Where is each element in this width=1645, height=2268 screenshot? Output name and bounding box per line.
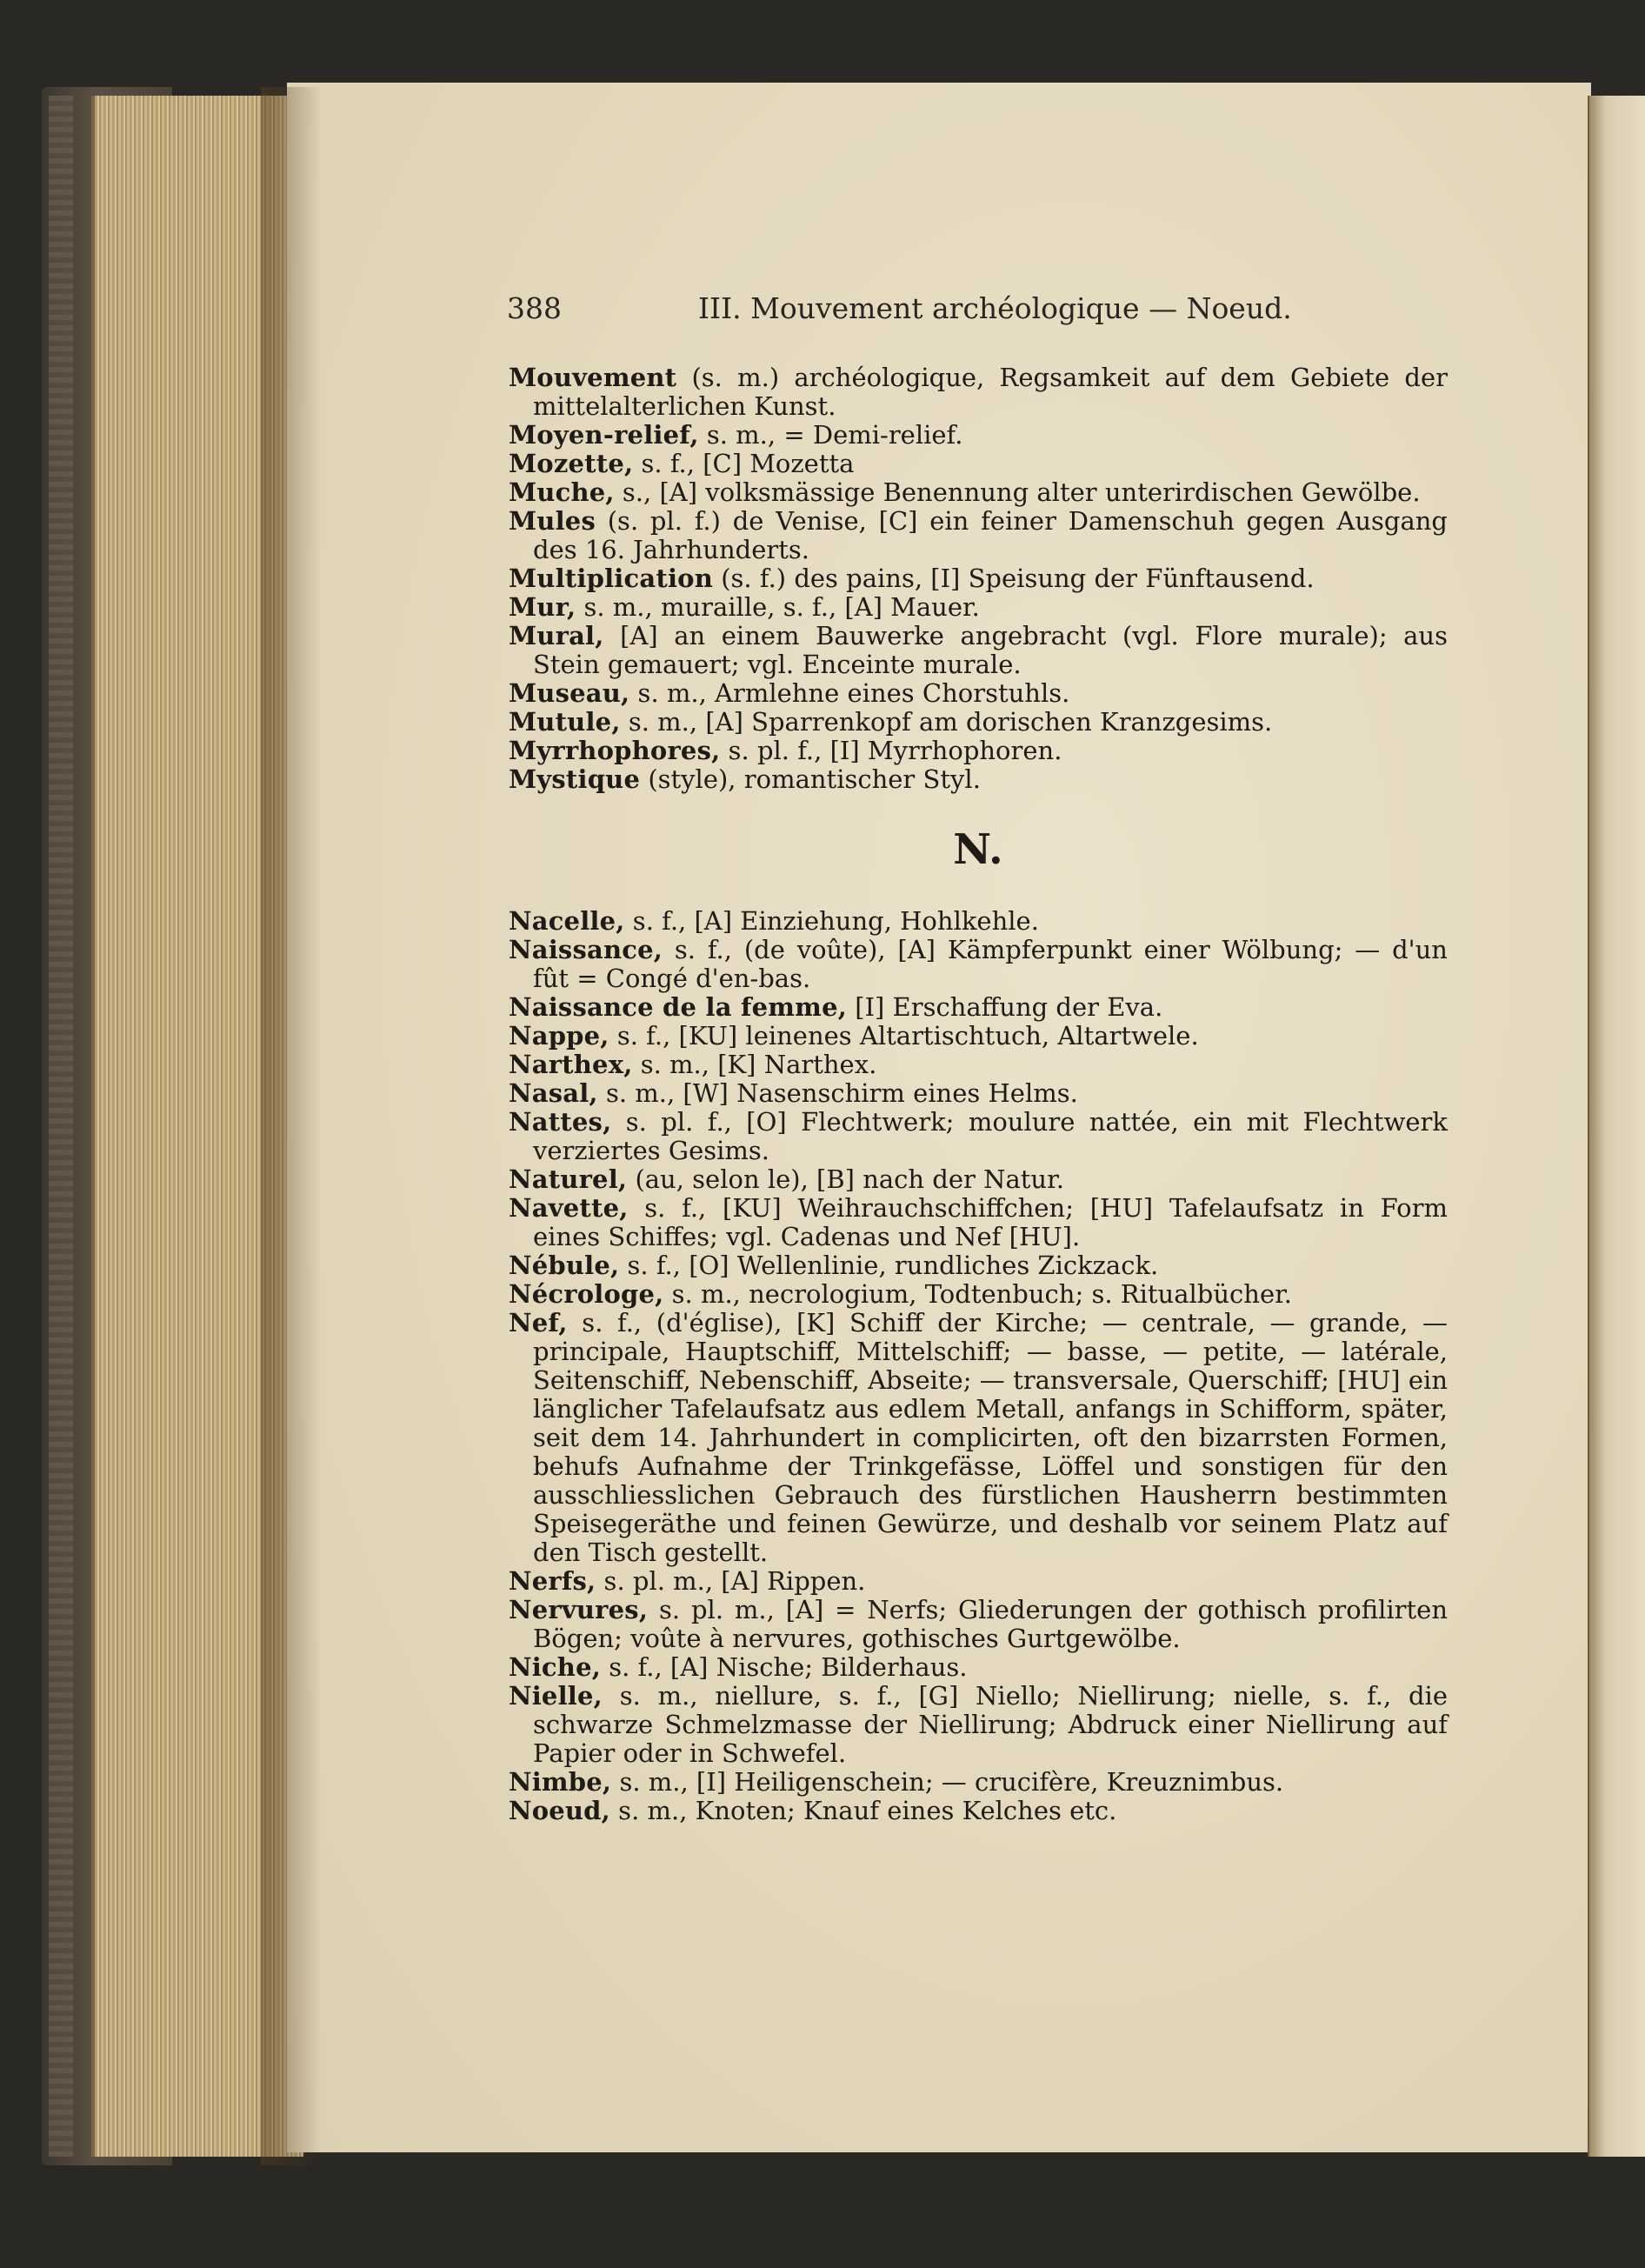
dictionary-entry	[509, 1194, 1448, 1251]
entries-n	[509, 907, 1448, 1825]
entry-definition: [I] Erschaffung der Eva.	[847, 992, 1163, 1022]
page-number: 388	[507, 291, 562, 325]
entry-definition: s. f., [A] Nische; Bilderhaus.	[601, 1652, 968, 1682]
dictionary-entry	[509, 1280, 1448, 1309]
dictionary-entry	[509, 765, 1448, 794]
entry-headword: Nef,	[509, 1308, 568, 1337]
entry-definition: s., [A] volksmässige Benennung alter unterirdischen Gewölbe.	[614, 477, 1421, 507]
entry-definition: s. f., [C] Mozetta	[633, 449, 855, 478]
entry-headword: Nécrologe,	[509, 1279, 664, 1309]
entry-headword: Nervures,	[509, 1595, 649, 1624]
entries-m	[509, 364, 1448, 794]
entry-headword: Naturel,	[509, 1164, 628, 1194]
book-spine-edge	[49, 96, 73, 2157]
dictionary-entry	[509, 1165, 1448, 1194]
entry-headword: Nacelle,	[509, 906, 625, 936]
entry-headword: Niche,	[509, 1652, 602, 1682]
entry-definition: s. f., [KU] Weihrauchschiffchen; [HU] Tafelaufsatz in Form eines Schiffes; vgl. Cadenas und Nef [HU].	[533, 1193, 1448, 1251]
entry-headword: Nattes,	[509, 1107, 612, 1137]
entry-definition: s. f., (de voûte), [A] Kämpferpunkt einer Wölbung; — d'un fût = Congé d'en-bas.	[533, 935, 1448, 993]
entry-definition: s. m., muraille, s. f., [A] Mauer.	[576, 592, 980, 622]
dictionary-entry	[509, 708, 1448, 737]
dictionary-entry	[509, 1567, 1448, 1596]
dictionary-entry	[509, 1079, 1448, 1108]
dictionary-entry	[509, 1251, 1448, 1280]
entry-definition: s. m., Armlehne eines Chorstuhls.	[629, 678, 1070, 708]
entry-definition: (s. m.) archéologique, Regsamkeit auf dem Gebiete der mittelalterlichen Kunst.	[533, 363, 1448, 421]
entry-definition: s. m., [W] Nasenschirm eines Helms.	[597, 1078, 1078, 1108]
entry-definition: s. pl. f., [O] Flechtwerk; moulure nattée, ein mit Flechtwerk verziertes Gesims.	[533, 1107, 1448, 1165]
dictionary-entry	[509, 564, 1448, 593]
entry-definition: s. m., Knoten; Knauf eines Kelches etc.	[609, 1796, 1117, 1825]
entry-definition: s. m., = Demi-relief.	[698, 420, 963, 450]
entry-definition: [A] an einem Bauwerke angebracht (vgl. Flore murale); aus Stein gemauert; vgl. Enceinte murale.	[533, 621, 1448, 679]
dictionary-entry	[509, 1108, 1448, 1165]
dictionary-entry	[509, 593, 1448, 622]
running-head	[507, 291, 1376, 326]
entry-definition: s. f., (d'église), [K] Schiff der Kirche; — centrale, — grande, — principale, Hauptschiff, Mittelschiff; — basse, — petite, — latérale, Seitenschiff, Nebenschiff, Abseite; — transversale, Querschiff; [HU] ein länglicher Tafelaufsatz aus edlem Metall, anfangs in Schifform, später, seit dem 14. Jahrhundert in complicirten, oft den bizarrsten Formen, behufs Aufnahme der Trinkgefässe, Löffel und sonstigen für den ausschliesslichen Gebrauch des fürstlichen Hausherrn bestimmten Speisegeräthe und feinen Gewürze, und deshalb vor seinem Platz auf den Tisch gestellt.	[533, 1308, 1448, 1567]
entry-headword: Naissance,	[509, 935, 663, 964]
entry-headword: Mystique	[509, 764, 641, 794]
entry-headword: Navette,	[509, 1193, 629, 1223]
entry-definition: s. m., necrologium, Todtenbuch; s. Ritualbücher.	[663, 1279, 1293, 1309]
entry-headword: Mozette,	[509, 449, 634, 478]
entry-headword: Mules	[509, 506, 596, 536]
dictionary-entry	[509, 450, 1448, 478]
dictionary-entry	[509, 1309, 1448, 1567]
entry-definition: s. pl. f., [I] Myrrhophoren.	[720, 736, 1062, 765]
dictionary-entry	[509, 1051, 1448, 1079]
facing-page-edge	[1589, 96, 1645, 2157]
dictionary-entry	[509, 993, 1448, 1022]
entry-definition: s. m., niellure, s. f., [G] Niello; Niellirung; nielle, s. f., die schwarze Schmelzmasse der Niellirung; Abdruck einer Niellirung auf Papier oder in Schwefel.	[533, 1681, 1448, 1768]
dictionary-entry	[509, 1797, 1448, 1825]
entry-headword: Narthex,	[509, 1050, 633, 1079]
entry-definition: s. m., [I] Heiligenschein; — crucifère, Kreuznimbus.	[611, 1767, 1284, 1797]
dictionary-entry	[509, 1596, 1448, 1653]
entry-definition: s. f., [KU] leinenes Altartischtuch, Altartwele.	[609, 1021, 1199, 1051]
entry-headword: Mural,	[509, 621, 604, 650]
section-letter: N.	[953, 825, 1003, 874]
entry-headword: Nerfs,	[509, 1566, 596, 1596]
dictionary-body	[509, 364, 1448, 1825]
entry-headword: Museau,	[509, 678, 630, 708]
dictionary-entry	[509, 364, 1448, 421]
entry-definition: s. pl. m., [A] Rippen.	[596, 1566, 866, 1596]
entry-headword: Myrrhophores,	[509, 736, 721, 765]
dictionary-entry	[509, 622, 1448, 679]
entry-definition: (s. f.) des pains, [I] Speisung der Fünftausend.	[713, 564, 1315, 593]
entry-headword: Naissance de la femme,	[509, 992, 848, 1022]
entry-headword: Muche,	[509, 477, 615, 507]
entry-headword: Moyen-relief,	[509, 420, 699, 450]
entry-definition: s. m., [A] Sparrenkopf am dorischen Kranzgesims.	[620, 707, 1273, 737]
dictionary-entry	[509, 1682, 1448, 1768]
dictionary-entry	[509, 1653, 1448, 1682]
entry-headword: Mur,	[509, 592, 576, 622]
entry-definition: (style), romantischer Styl.	[640, 764, 981, 794]
dictionary-entry	[509, 737, 1448, 765]
dictionary-entry	[509, 507, 1448, 564]
dictionary-entry	[509, 421, 1448, 450]
dictionary-entry	[509, 679, 1448, 708]
entry-headword: Mutule,	[509, 707, 621, 737]
entry-definition: s. f., [A] Einziehung, Hohlkehle.	[624, 906, 1039, 936]
entry-definition: s. pl. m., [A] = Nerfs; Gliederungen der gothisch profilirten Bögen; voûte à nervures, gothisches Gurtgewölbe.	[533, 1595, 1448, 1653]
dictionary-entry	[509, 478, 1448, 507]
entry-headword: Nébule,	[509, 1251, 620, 1280]
entry-headword: Nasal,	[509, 1078, 598, 1108]
dictionary-entry	[509, 907, 1448, 936]
entry-headword: Nappe,	[509, 1021, 609, 1051]
entry-headword: Multiplication	[509, 564, 714, 593]
entry-definition: (s. pl. f.) de Venise, [C] ein feiner Damenschuh gegen Ausgang des 16. Jahrhunderts.	[533, 506, 1448, 564]
entry-headword: Noeud,	[509, 1796, 610, 1825]
entry-definition: s. m., [K] Narthex.	[632, 1050, 877, 1079]
entry-headword: Nielle,	[509, 1681, 603, 1711]
entry-definition: s. f., [O] Wellenlinie, rundliches Zickzack.	[619, 1251, 1159, 1280]
dictionary-entry	[509, 1022, 1448, 1051]
entry-headword: Nimbe,	[509, 1767, 612, 1797]
gutter-shadow	[261, 87, 322, 2165]
running-title: III. Mouvement archéologique — Noeud.	[698, 291, 1292, 325]
dictionary-entry	[509, 936, 1448, 993]
dictionary-entry	[509, 1768, 1448, 1797]
entry-headword: Mouvement	[509, 363, 677, 392]
entry-definition: (au, selon le), [B] nach der Natur.	[627, 1164, 1064, 1194]
